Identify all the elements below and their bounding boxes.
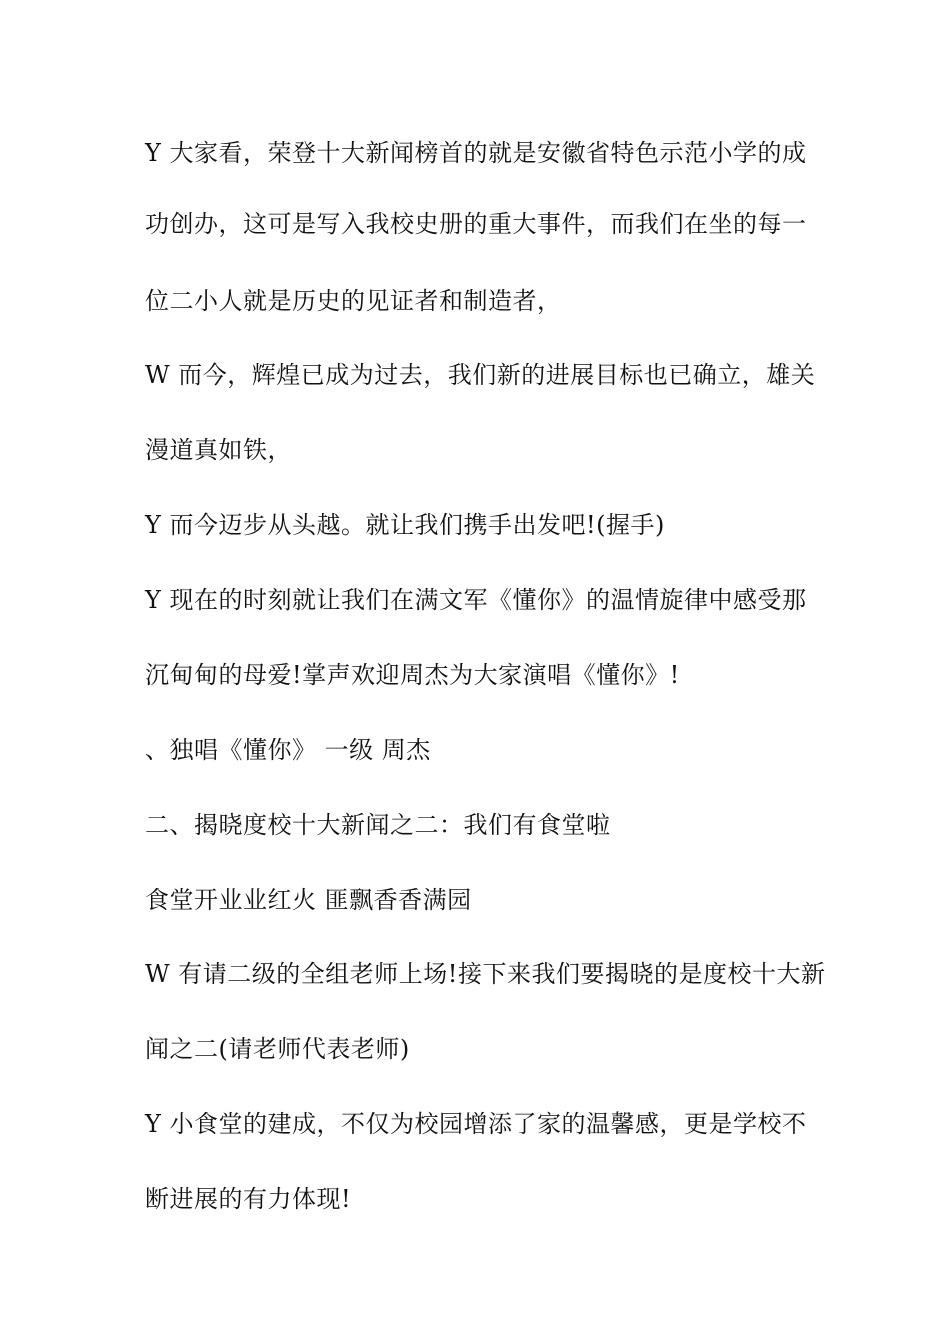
text-line: W 而今，辉煌已成为过去，我们新的进展目标也已确立，雄关: [145, 361, 816, 389]
text-line: W 有请二级的全组老师上场!接下来我们要揭晓的是度校十大新: [145, 960, 826, 988]
text-line: Y 大家看，荣登十大新闻榜首的就是安徽省特色示范小学的成: [145, 139, 807, 167]
text-line: Y 小食堂的建成，不仅为校园增添了家的温馨感，更是学校不: [145, 1110, 807, 1138]
text-line: Y 而今迈步从头越。就让我们携手出发吧!(握手): [145, 511, 665, 539]
text-line: 闻之二(请老师代表老师): [145, 1035, 410, 1063]
text-line: 食堂开业业红火 匪飘香香满园: [145, 886, 472, 914]
text-line: 功创办，这可是写入我校史册的重大事件，而我们在坐的每一: [145, 210, 807, 238]
section-heading: 、独唱《懂你》 一级 周杰: [145, 736, 431, 764]
section-heading: 二、揭晓度校十大新闻之二：我们有食堂啦: [145, 811, 611, 839]
text-line: 位二小人就是历史的见证者和制造者，: [145, 287, 562, 315]
text-line: 断进展的有力体现!: [145, 1185, 352, 1213]
text-line: Y 现在的时刻就让我们在满文军《懂你》的温情旋律中感受那: [145, 586, 807, 614]
text-line: 沉甸甸的母爱!掌声欢迎周杰为大家演唱《懂你》!: [145, 661, 680, 689]
text-line: 漫道真如铁，: [145, 436, 292, 464]
